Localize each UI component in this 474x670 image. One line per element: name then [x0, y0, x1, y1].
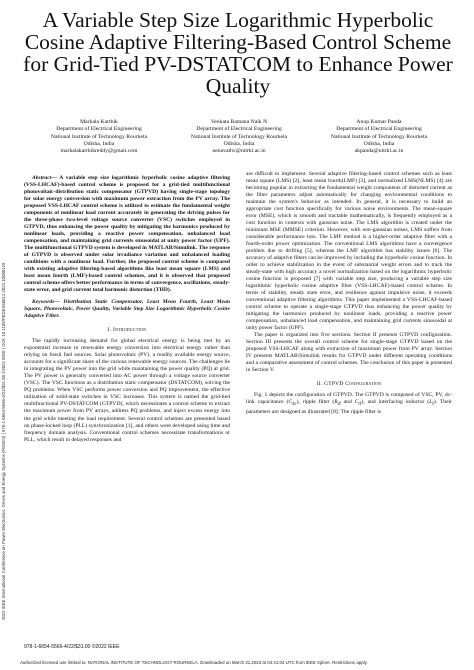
para-text: and — [340, 399, 355, 406]
author-loc: Odisha, India — [83, 140, 115, 147]
author-2 — [164, 119, 314, 155]
left-column — [24, 175, 230, 444]
keywords-label: Keywords — [32, 299, 55, 306]
abstract — [24, 175, 230, 294]
author-email[interactable]: markalakarthikreddy@gmail.com — [60, 148, 138, 155]
author-email[interactable]: nenavathv@nitrkl.ac.in — [212, 148, 266, 155]
author-block — [24, 119, 454, 164]
right-paragraph-2: The paper is organized into five sections. Section II presents GTPVD configuration. Section III presents the overall control scheme for single-stage GTPVD based on the proposed VSS-LHCAF along with extraction of maximum power from PV array. Section IV presents MATLAB/Simulink results for GTPVD under different operating conditions and a comparative assessment of control schemes. The conclusion of this paper is presented in Section V. — [246, 332, 452, 374]
intro-paragraph: The rapidly increasing demand for global electrical energy is being met by an exponential increase in renewable energy conversion into electrical energy rather than relying on fossil fuel sources. Solar photovoltaic (PV), a readily available energy source, accounts for a significant share of the various renewable energy sources. The challenges lie in integrating the PV power into the grid while maintaining the power quality (PQ) at grid. The PV power is generally converted into AC power through a voltage source converter (VSC). The VSC functions as a distribution static compensator (DSTATCOM), solving the PQ problems. When VSC performs power conversion and PQ improvement, the effective utilization of solid-state switches in VSC increases. This system is named the grid-tied multifunctional PV-DSTATCOM (GTPVD), which necessitates a control scheme to extract the maximum power from PV arrays, address PQ problems, and inject excess energy into the grid while meeting the load requirement. Several control schemes are presented based on phase-locked loop (PLL) synchronization [1], and others were developed using time and frequency domain analysis. Conventional control schemes necessitate transformations or PLL, which result in delayed responses and — [24, 338, 230, 443]
abstract-label: Abstract — [32, 175, 52, 181]
crf-subscript: rf — [358, 402, 362, 408]
lf-symbol: L — [429, 399, 433, 406]
author-inst: National Institute of Technology Rourkela — [190, 133, 288, 140]
right-paragraph-1: are difficult to implement. Several adaptive filtering-based control schemes such as least mean square (LMS) [2], least mean fourth(LMF) [3], and normalized LMS(NLMS) [4] are becoming popular in extracting the fundamental weight components of distorted current as the filter parameters adjust automatically for changing environmental conditions to maintain the system's behavior as intended. In general, it is necessary to build an appropriate cost function specifically for various noise environments. The mean-square error (MSE), which is smooth and tractable mathematically, is frequently employed as a cost function in contexts with gaussian noise. The LMS algorithm is created under the minimum MSE (MMSE) criterion. However, with non-gaussian noises, LMS suffers from considerable performance loss. The LMF method is a higher-order adaptive filter with a fourth-order power optimization. The conventional LMS algorithms have a convergence problem due to drifting [5], whereas the LMF algorithm has stability issues [6]. The accuracy of adaptive filters can be improved by including the hyperbolic cosine function. In order to achieve stabilization in the event of substantial weight errors and to track the steady-state with high accuracy a novel normalization based on the logarithmic hyperbolic cosine function is proposed [7] with variable step size, producing a variable step size logarithmic hyperbolic cosine adaptive filter (VSS-LHCAF)-based control scheme. In terms of stability, steady state error, and resilience against impulsive noise, it exceeds conventional adaptive filtering algorithms. This paper implemented a VSS-LHCAF-based control scheme to operate a single-stage GTPVD thus enhancing the power quality by mitigating the harmonics produced by nonlinear loads, providing a reactive power compensation, unbalanced load compensation, and maintaining grid currents sinusoidal at unity power factor (UPF). — [246, 171, 452, 332]
para-text: Fig. 1 depicts the configuration of GTPVD. The GTPVD is composed of VSC, PV, dc-link capacitance ( — [246, 392, 452, 406]
cdc-symbol: C — [288, 399, 293, 406]
paper-title: A Variable Step Size Logarithmic Hyperbolic Cosine Adaptive Filtering-Based Control Scheme for Grid-Tied PV-DSTATCOM to Enhance Power Quality — [23, 8, 453, 98]
side-doi-note: 2022 IEEE International Conference on Power Electronics, Drives and Energy Systems (PEDES) | 978-1-6654-5566-4/22/$31.00 ©2022 IEEE | DOI: 10.1109/PEDES56012.2022.10080129 — [1, 262, 6, 620]
author-dept: Department of Electrical Engineering — [336, 126, 422, 133]
rf-symbol: R — [334, 399, 338, 406]
author-dept: Department of Electrical Engineering — [56, 126, 142, 133]
lf-subscript: f — [432, 402, 434, 408]
author-inst: National Institute of Technology Rourkela — [50, 133, 148, 140]
author-name: Markala Karthik — [80, 119, 118, 125]
author-1 — [24, 119, 174, 155]
author-dept: Department of Electrical Engineering — [196, 126, 282, 133]
author-3 — [304, 119, 454, 155]
right-column — [246, 171, 452, 416]
author-name: Anup Kumar Panda — [356, 119, 402, 125]
author-email[interactable]: akpanda@nitrkl.ac.in — [354, 148, 404, 155]
author-inst: National Institute of Technology Rourkela — [330, 133, 428, 140]
abstract-text: — A variable step size logarithmic hyperbolic cosine adaptive filtering (VSS-LHCAF)-based control scheme is proposed for a grid-tied multifunctional photovoltaic-distribution static compensator (GTPVD) having single-stage topology for solar energy conversion with maximum power extraction from the PV array. The proposed VSS-LHCAF control scheme is utilized to estimate the fundamental weight components of nonlinear load current accurately in generating the driving pulses for the three-phase two-level voltage source converter (VSC) switches employed in GTPVD, thus enhancing the power quality by mitigating the harmonics produced by nonlinear loads, providing a reactive power compensation, unbalanced load compensation, and maintaining grid currents sinusoidal at unity power factor (UPF). The multifunctional GTPVD system is developed in MATLAB/Simulink. The response of GTPVD is observed under solar irradiance variation and unbalanced loading conditions with a nonlinear load. Further, the proposed control scheme is compared with existing adaptive filtering-based algorithms like least mean square (LMS) and least mean fourth (LMF)-based control schemes, and it is observed that proposed control scheme offers better performance in terms of convergence, oscillations, steady-state error, and grid current total harmonic distortion (THD). — [24, 175, 230, 294]
crf-symbol: C — [354, 399, 359, 406]
keywords-text: — Distribution Static Compensator, Least Mean Fourth, Least Mean Square, Photovoltaic, Power Quality, Variable Step Size Logarithmic Hyperbolic Cosine Adaptive Filter. — [24, 299, 230, 320]
para-text: ), and interfacing inductor ( — [361, 399, 430, 406]
author-name: Venkata Ramana Naik N — [210, 119, 268, 125]
para-text: ). Their parameters are designed as illustrated [8]. The ripple filter is — [246, 399, 452, 415]
para-text: ), ripple filter ( — [296, 399, 335, 406]
rf-subscript: rf — [337, 402, 341, 408]
author-loc: Odisha, India — [223, 140, 255, 147]
section-heading-introduction: I. Introduction — [107, 327, 147, 334]
author-loc: Odisha, India — [363, 140, 395, 147]
section-heading-gtpvd: II. GTPVD Configuration — [316, 381, 382, 388]
license-footer: Authorized licensed use limited to: NATIONAL INSTITUTE OF TECHNOLOGY ROURKELA. Downloaded on March 31,2023 at 04:41:04 UTC from IEEE Xplore. Restrictions apply. — [20, 660, 368, 665]
isbn-footer: 978-1-6654-5566-4/22/$31.00 ©2022 IEEE — [24, 644, 120, 650]
keywords — [24, 299, 230, 320]
cdc-subscript: dc — [292, 402, 297, 408]
right-paragraph-3 — [246, 392, 452, 415]
